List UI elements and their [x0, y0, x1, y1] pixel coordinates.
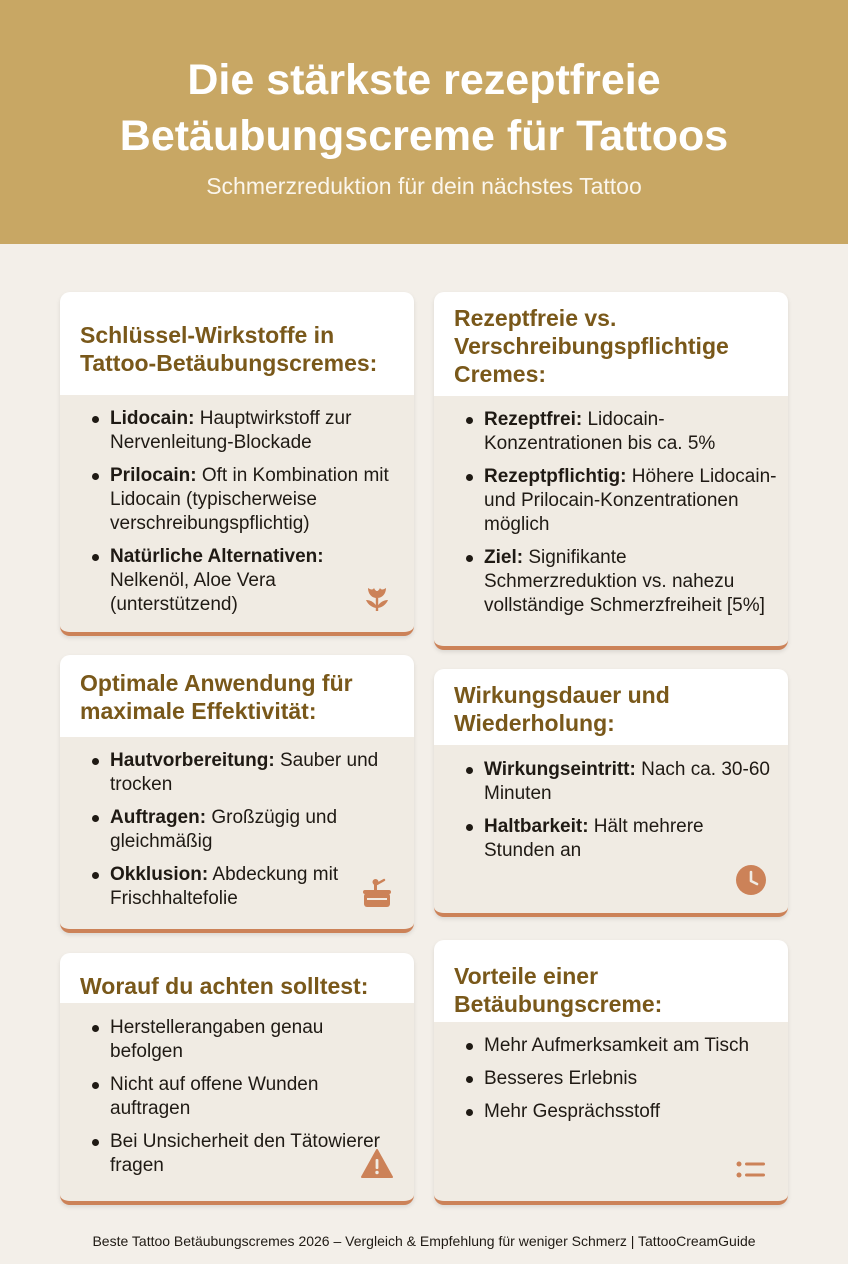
- list-item-text: Herstellerangaben genau befolgen: [110, 1017, 324, 1062]
- header-banner: [0, 0, 848, 244]
- list-item: [464, 815, 774, 863]
- card-vorteile: [434, 940, 788, 1205]
- card-title-line: Verschreibungspflichtige: [454, 333, 729, 359]
- card-wirkstoffe: [60, 292, 414, 636]
- list-item-text: Sauber und trocken: [110, 750, 379, 795]
- list-item-key: Lidocain:: [110, 408, 195, 429]
- list-item: [90, 464, 400, 536]
- card-anwendung: [60, 655, 414, 933]
- card-list: [434, 396, 788, 618]
- list-item-text: Lidocain-Konzentrationen bis ca. 5%: [484, 409, 716, 454]
- list-item: [464, 465, 778, 537]
- list-item-text: Oft in Kombination mit Lidocain (typischerweise verschreibungspflichtig): [110, 465, 389, 534]
- list-item-text: Mehr Aufmerksamkeit am Tisch: [484, 1035, 750, 1056]
- card-title-line: Wiederholung:: [454, 710, 615, 736]
- list-item-text: Nach ca. 30-60 Minuten: [484, 759, 770, 804]
- list-item-text: Signifikante Schmerzreduktion vs. nahezu vollständige Schmerzfreiheit [5%]: [484, 547, 765, 616]
- list-item-text: Nicht auf offene Wunden auftragen: [110, 1074, 319, 1119]
- card-header: [60, 655, 414, 737]
- list-item: [464, 408, 778, 456]
- list-item-key: Hautvorbereitung:: [110, 750, 275, 771]
- list-item-text: Bei Unsicherheit den Tätowierer fragen: [110, 1131, 381, 1176]
- card-rezept: [434, 292, 788, 650]
- flower-icon: [360, 580, 394, 614]
- card-header: [434, 669, 788, 745]
- card-title-line: maximale Effektivität:: [80, 698, 317, 724]
- footer-text: Beste Tattoo Betäubungscremes 2026 – Vergleich & Empfehlung für weniger Schmerz | TattooCreamGuide: [92, 1233, 756, 1249]
- card-title-line: Vorteile einer: [454, 963, 599, 989]
- list-icon: [734, 1153, 768, 1187]
- card-title-line: Betäubungscreme:: [454, 991, 663, 1017]
- list-item: [464, 1100, 774, 1124]
- title-line-1: Die stärkste rezeptfreie: [187, 56, 661, 104]
- list-item-key: Rezeptpflichtig:: [484, 466, 627, 487]
- card-title-line: Tattoo-Betäubungscremes:: [80, 349, 378, 376]
- card-header: [434, 292, 788, 396]
- title-line-2: Betäubungscreme für Tattoos: [119, 112, 729, 160]
- list-item: [90, 1130, 400, 1178]
- list-item: [90, 806, 400, 854]
- list-item-text: Nelkenöl, Aloe Vera (unterstützend): [110, 570, 276, 615]
- card-list: [434, 745, 788, 863]
- list-item-key: Wirkungseintritt:: [484, 759, 636, 780]
- card-title: [80, 321, 377, 377]
- list-item: [90, 749, 400, 797]
- card-header: [60, 953, 414, 1003]
- card-title-line: Optimale Anwendung für: [80, 670, 353, 696]
- list-item-key: Auftragen:: [110, 807, 207, 828]
- list-item: [90, 545, 400, 617]
- list-item-key: Rezeptfrei:: [484, 409, 583, 430]
- page-subtitle: Schmerzreduktion für dein nächstes Tattoo: [206, 173, 642, 199]
- list-item-text: Höhere Lidocain- und Prilocain-Konzentrationen möglich: [484, 466, 777, 535]
- list-item: [90, 1073, 400, 1121]
- list-item-key: Natürliche Alternativen:: [110, 546, 324, 567]
- list-item: [464, 1067, 774, 1091]
- list-item-text: Besseres Erlebnis: [484, 1068, 638, 1089]
- list-item-text: Großzügig und gleichmäßig: [110, 807, 338, 852]
- page-title: [0, 52, 848, 164]
- card-title: [454, 962, 662, 1018]
- card-title: [454, 304, 729, 388]
- list-item-text: Hauptwirkstoff zur Nervenleitung-Blockade: [110, 408, 352, 453]
- list-item-key: Okklusion:: [110, 864, 209, 885]
- list-item-text: Abdeckung mit Frischhaltefolie: [110, 864, 339, 909]
- list-item: [464, 1034, 774, 1058]
- card-list: [434, 1022, 788, 1124]
- cream-jar-icon: [360, 877, 394, 911]
- card-title-line: Worauf du achten solltest:: [80, 972, 369, 999]
- warning-icon: [360, 1147, 394, 1181]
- card-header: [434, 940, 788, 1022]
- card-title-line: Rezeptfreie vs.: [454, 305, 617, 331]
- list-item: [90, 863, 400, 911]
- card-title-line: Wirkungsdauer und: [454, 682, 670, 708]
- list-item-key: Haltbarkeit:: [484, 816, 589, 837]
- list-item-key: Ziel:: [484, 547, 524, 568]
- card-title: [80, 972, 368, 1000]
- list-item: [464, 546, 778, 618]
- card-title: [454, 681, 670, 737]
- list-item: [464, 758, 774, 806]
- card-dauer: [434, 669, 788, 917]
- list-item: [90, 1016, 400, 1064]
- clock-icon: [734, 863, 768, 897]
- card-header: [60, 292, 414, 395]
- list-item-text: Hält mehrere Stunden an: [484, 816, 704, 861]
- card-title-line: Schlüssel-Wirkstoffe in: [80, 321, 335, 348]
- card-title-line: Cremes:: [454, 361, 547, 387]
- list-item-key: Prilocain:: [110, 465, 197, 486]
- card-title: [80, 669, 353, 725]
- list-item: [90, 407, 400, 455]
- list-item-text: Mehr Gesprächsstoff: [484, 1101, 661, 1122]
- card-achten: [60, 953, 414, 1205]
